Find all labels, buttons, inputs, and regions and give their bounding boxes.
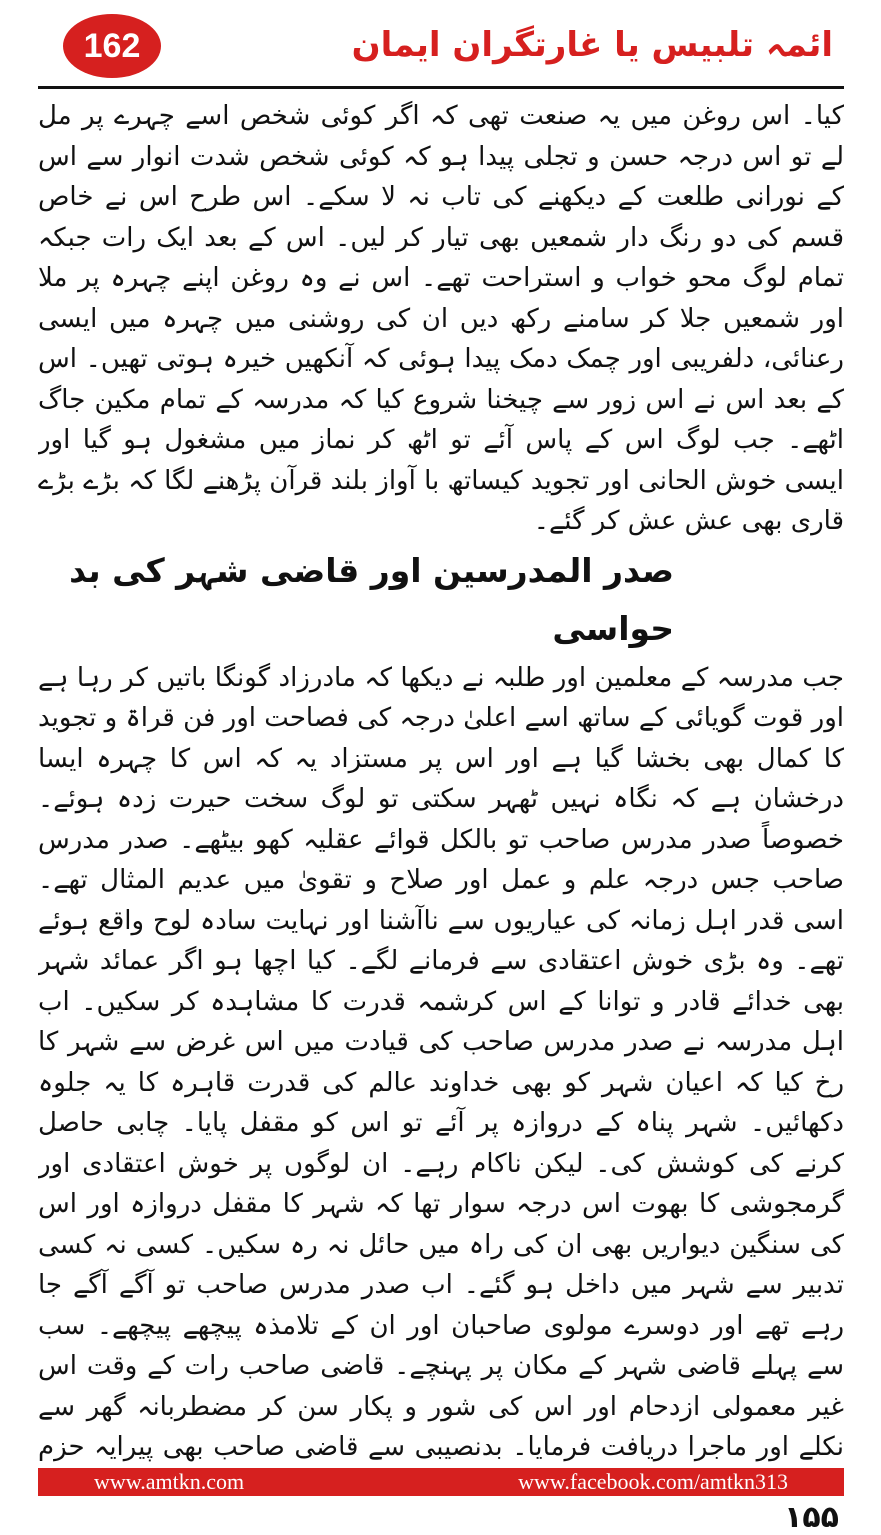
page-number-badge: 162 xyxy=(63,14,161,78)
website-link[interactable]: www.amtkn.com xyxy=(94,1469,245,1494)
book-title: ائمہ تلبیس یا غارتگران ایمان xyxy=(351,25,833,65)
section-heading: صدر المدرسین اور قاضی شہر کی بد حواسی xyxy=(69,550,674,648)
folio-number: ۱۵۵ xyxy=(784,1500,839,1535)
paragraph-2: جب مدرسہ کے معلمین اور طلبہ نے دیکھا کہ مادرزاد گونگا باتیں کر رہا ہے اور قوت گویائی کے ساتھ اسے اعلیٰ درجہ کی فصاحت اور فن قراۃ و تجوید کا کمال بھی بخشا گیا ہے اور اس پر مستزاد یہ کہ اس کا چہرہ ایسا درخشان ہے کہ نگاہ نہیں ٹھہر سکتی تو لوگ سخت حیرت زدہ ہوئے۔ خصوصاً صدر مدرس صاحب تو بالکل قوائے عقلیہ کھو بیٹھے۔ صدر مدرس صاحب جس درجہ علم و عمل اور صلاح و تقویٰ میں عدیم المثال تھے۔ اسی قدر اہل زمانہ کی عیاریوں سے ناآشنا اور نہایت سادہ لوح واقع ہوئے تھے۔ وہ بڑی خوش اعتقادی سے فرمانے لگے۔ کیا اچھا ہو اگر عمائد شہر بھی خدائے قادر و توانا کے اس کرشمہ قدرت کا مشاہدہ کر سکیں۔ اب اہل مدرسہ نے صدر مدرس صاحب کی قیادت میں اس غرض سے شہر کا رخ کیا کہ اعیان شہر کو بھی خداوند عالم کی قدرت قاہرہ کا یہ جلوہ دکھائیں۔ شہر پناہ کے دروازہ پر آئے تو اس کو مقفل پایا۔ چابی حاصل کرنے کی کوشش کی۔ لیکن ناکام رہے۔ ان لوگوں پر خوش اعتقادی اور گرمجوشی کا بھوت اس درجہ سوار تھا کہ شہر کا مقفل دروازہ اور اس کی سنگین دیواریں بھی ان کی راہ میں حائل نہ رہ سکیں۔ کسی نہ کسی تدبیر سے شہر میں داخل ہو گئے۔ اب صدر مدرس صاحب تو آگے آگے جا رہے تھے اور دوسرے مولوی صاحبان اور ان کے تلامذہ پیچھے پیچھے۔ سب سے پہلے قاضی شہر کے مکان پر پہنچے۔ قاضی صاحب رات کے وقت اس غیر معمولی ازدحام اور اس کی شور و پکار سن کر مضطربانہ گھر سے نکلے اور ماجرا دریافت فرمایا۔ بدنصیبی سے قاضی صاحب بھی پیرایہ حزم xyxy=(38,662,844,1462)
paragraph-1: کیا۔ اس روغن میں یہ صنعت تھی کہ اگر کوئی شخص اسے چہرے پر مل لے تو اس درجہ حسن و تجلی پیدا ہو کہ کوئی شخص شدت انوار سے اس کے نورانی طلعت کے دیکھنے کی تاب نہ لا سکے۔ اس طرح اس نے خاص قسم کی دو رنگ دار شمعیں بھی تیار کر لیں۔ اس کے بعد ایک رات جبکہ تمام لوگ محو خواب و استراحت تھے۔ اس نے وہ روغن اپنے چہرہ پر ملا اور شمعیں جلا کر سامنے رکھ دیں ان کی روشنی میں چہرہ میں ایسی رعنائی، دلفریبی اور چمک دمک پیدا ہوئی کہ آنکھیں خیرہ ہوتی تھیں۔ اس کے بعد اس نے اس زور سے چیخنا شروع کیا کہ مدرسہ کے تمام مکین جاگ اٹھے۔ جب لوگ اس کے پاس آئے تو اٹھ کر نماز میں مشغول ہو گیا اور ایسی خوش الحانی اور تجوید کیساتھ با آواز بلند قرآن پڑھنے لگا کہ بڑے بڑے قاری بھی عش عش کر گئے۔ xyxy=(38,101,844,536)
page-body xyxy=(38,96,844,1466)
facebook-link[interactable]: www.facebook.com/amtkn313 xyxy=(518,1469,788,1494)
page-header xyxy=(0,0,881,92)
footer-bar xyxy=(38,1468,844,1496)
header-divider xyxy=(38,86,844,89)
